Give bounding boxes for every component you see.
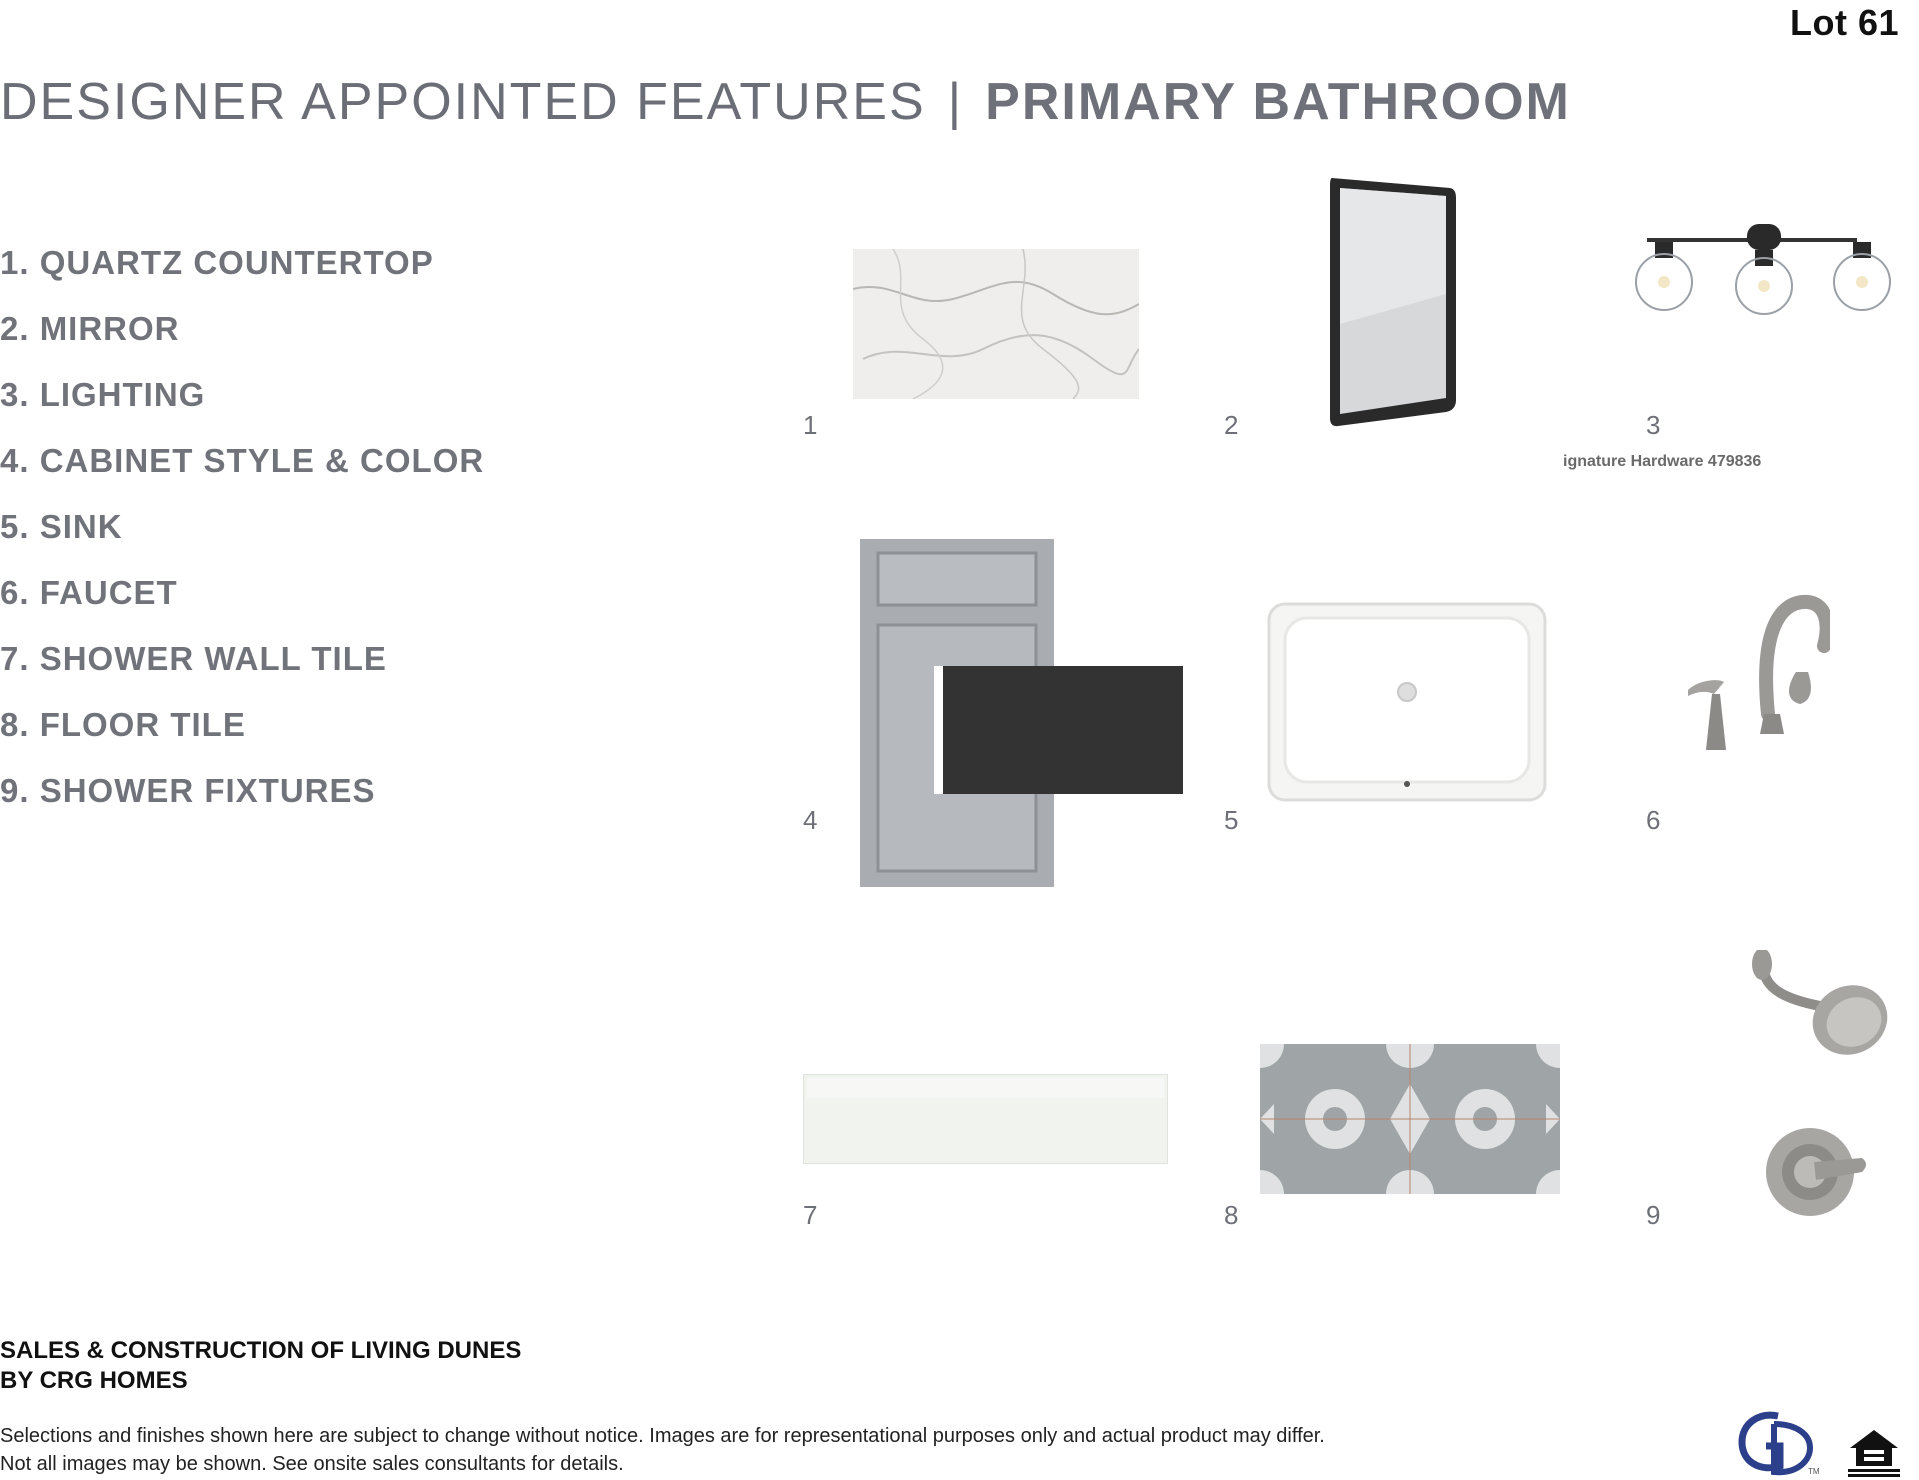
feature-item: 4. CABINET STYLE & COLOR bbox=[0, 442, 485, 479]
vanity-light-image bbox=[1625, 220, 1895, 316]
feature-list bbox=[0, 243, 484, 837]
feature-item: 5. SINK bbox=[0, 508, 123, 545]
footer-title bbox=[0, 1336, 521, 1396]
feature-item: 6. FAUCET bbox=[0, 574, 178, 611]
undermount-sink-image bbox=[1267, 602, 1547, 802]
mirror-image bbox=[1326, 174, 1460, 428]
subway-tile-image bbox=[803, 1074, 1168, 1164]
equal-housing-icon bbox=[1846, 1428, 1902, 1478]
title-separator: | bbox=[947, 73, 964, 131]
image-number: 6 bbox=[1646, 805, 1661, 835]
disclaimer-line: Not all images may be shown. See onsite sales consultants for details. bbox=[0, 1453, 624, 1475]
shower-fixtures-image bbox=[1750, 950, 1890, 1230]
feature-item: 1. QUARTZ COUNTERTOP bbox=[0, 244, 434, 281]
footer-title-line: BY CRG HOMES bbox=[0, 1367, 188, 1394]
footer-title-line: SALES & CONSTRUCTION OF LIVING DUNES bbox=[0, 1337, 522, 1364]
quartz-countertop-swatch bbox=[853, 249, 1139, 399]
patterned-floor-tile-image bbox=[1260, 1044, 1560, 1194]
cabinet-door-image bbox=[860, 539, 1184, 887]
builder-logo-icon bbox=[1736, 1410, 1820, 1476]
image-number: 1 bbox=[803, 410, 818, 440]
title-features: DESIGNER APPOINTED FEATURES bbox=[0, 73, 926, 131]
title-room: PRIMARY BATHROOM bbox=[985, 73, 1571, 131]
image-number: 2 bbox=[1224, 410, 1239, 440]
trademark-mark: TM bbox=[1808, 1467, 1820, 1476]
faucet-image bbox=[1668, 594, 1830, 760]
disclaimer bbox=[0, 1422, 1325, 1478]
feature-item: 3. LIGHTING bbox=[0, 376, 206, 413]
image-number: 9 bbox=[1646, 1200, 1661, 1230]
feature-item: 7. SHOWER WALL TILE bbox=[0, 640, 387, 677]
image-number: 8 bbox=[1224, 1200, 1239, 1230]
feature-item: 8. FLOOR TILE bbox=[0, 706, 246, 743]
feature-item: 9. SHOWER FIXTURES bbox=[0, 772, 376, 809]
image-number: 4 bbox=[803, 805, 818, 835]
image-number: 5 bbox=[1224, 805, 1239, 835]
disclaimer-line: Selections and finishes shown here are subject to change without notice. Images are for representational purposes only and actual product may differ. bbox=[0, 1425, 1325, 1447]
page-title bbox=[0, 72, 1571, 132]
image-number: 7 bbox=[803, 1200, 818, 1230]
image-number: 3 bbox=[1646, 410, 1661, 440]
lot-number: Lot 61 bbox=[1789, 2, 1899, 43]
lighting-caption: ignature Hardware 479836 bbox=[1563, 453, 1762, 470]
feature-item: 2. MIRROR bbox=[0, 310, 180, 347]
